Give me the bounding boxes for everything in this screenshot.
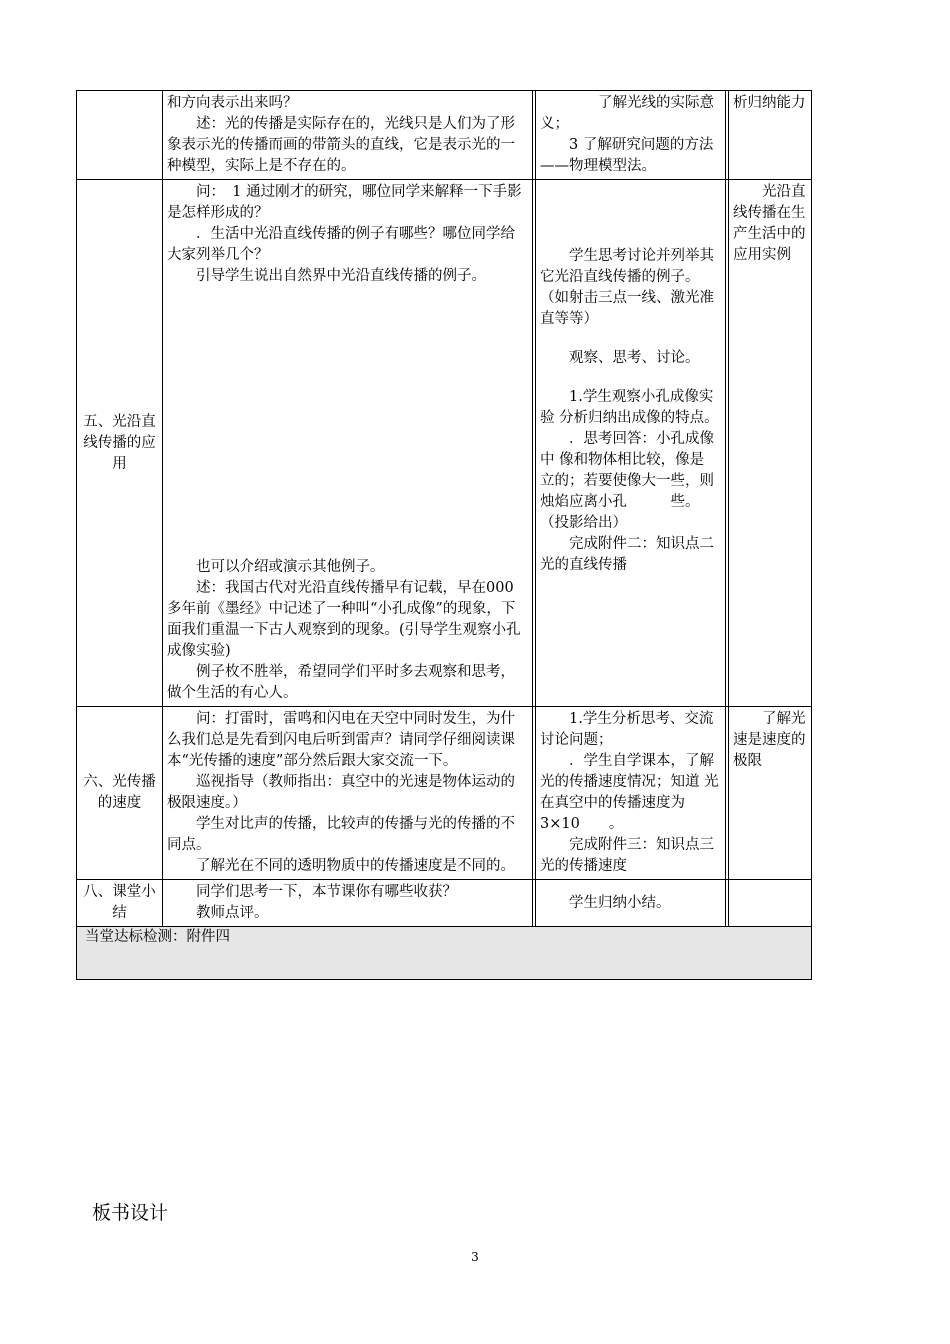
text-line: 光沿直线传播在生产生活中的应用实例: [733, 184, 806, 263]
stage-label: 六、光传播的速度: [83, 774, 156, 811]
text-line: 了解光线的实际意义；: [540, 95, 714, 132]
page-number: 3: [471, 1250, 479, 1264]
stage-cell: [77, 880, 163, 927]
text-line: 学生归纳小结。: [569, 894, 671, 911]
student-activity-cell: [536, 91, 726, 180]
intent-cell: [729, 180, 812, 707]
target-check-label: 当堂达标检测：附件四: [85, 929, 230, 945]
text-line: 同学们思考一下，本节课你有哪些收获？: [196, 884, 457, 900]
teacher-activity-cell: [163, 91, 533, 180]
teacher-activity-cell: [163, 880, 533, 927]
stage-cell: [77, 91, 163, 180]
target-check-cell: [77, 927, 812, 980]
text-line: 和方向表示出来吗？: [167, 95, 298, 111]
text-line: 完成附件三：知识点三光的传播速度: [540, 837, 714, 874]
text-line: 引导学生说出自然界中光沿直线传播的例子。: [196, 268, 486, 284]
text-line: 析归纳能力: [733, 95, 806, 111]
text-line: 例子枚不胜举，希望同学们平时多去观察和思考，做个生活的有心人。: [167, 664, 515, 701]
stage-label: 八、课堂小结: [83, 884, 156, 921]
text-line: 也可以介绍或演示其他例子。: [196, 559, 385, 575]
lesson-plan-sheet: [76, 90, 811, 980]
stage-cell: [77, 180, 163, 707]
text-line: 学生对比声的传播，比较声的传播与光的传播的不同点。: [167, 816, 515, 853]
teacher-activity-cell: [163, 180, 533, 707]
text-line: 1.学生观察小孔成像实验 分析归纳出成像的特点。: [540, 389, 719, 426]
student-activity-cell: [536, 707, 726, 880]
text-line: 了解光在不同的透明物质中的传播速度是不同的。: [196, 858, 515, 874]
text-line: 完成附件二：知识点二光的直线传播: [540, 536, 714, 573]
text-line: ．生活中光沿直线传播的例子有哪些？哪位同学给大家列举几个？: [167, 226, 515, 263]
text-line: 教师点评。: [196, 905, 269, 921]
intent-cell: [729, 91, 812, 180]
text-line: 问： 1 通过刚才的研究，哪位同学来解释一下手影是怎样形成的？: [167, 184, 522, 221]
text-line: 巡视指导（教师指出：真空中的光速是物体运动的极限速度。）: [167, 774, 515, 811]
text-line: 述：我国古代对光沿直线传播早有记载，早在000多年前《墨经》中记述了一种叫“小孔成像”的现象，下面我们重温一下古人观察到的现象。(引导学生观察小孔成像实验): [167, 580, 521, 659]
stage-cell: [77, 707, 163, 880]
teacher-activity-cell: [163, 707, 533, 880]
stage-label: 五、光沿直线传播的应用: [83, 413, 156, 472]
text-line: 观察、思考、讨论。: [569, 350, 700, 366]
student-activity-cell: [536, 180, 748, 707]
board-design-heading: 板书设计: [92, 1202, 169, 1224]
intent-cell: [729, 707, 812, 880]
table-row: [77, 91, 812, 180]
student-activity-cell: [536, 880, 726, 927]
table-row: [77, 180, 812, 707]
text-line: 述：光的传播是实际存在的，光线只是人们为了形象表示光的传播而画的带箭头的直线，它是表示光的一种模型，实际上是不存在的。: [167, 116, 515, 174]
text-line: ．思考回答：小孔成像中 像和物体相比较，像是 立的；若要使像大一些，则烛焰应离小孔 些。（投影给出）: [540, 431, 748, 531]
lesson-plan-table: [76, 90, 812, 980]
text-line: 问：打雷时，雷鸣和闪电在天空中同时发生，为什么我们总是先看到闪电后听到雷声？请同学仔细阅读课本“光传播的速度”部分然后跟大家交流一下。: [167, 711, 515, 769]
text-line: 1.学生分析思考、交流讨论问题；: [540, 711, 714, 748]
text-line: 学生思考讨论并列举其它光沿直线传播的例子。（如射击三点一线、激光准直等等）: [540, 248, 714, 327]
table-row: [77, 880, 812, 927]
intent-cell: [729, 880, 812, 927]
table-row: [77, 707, 812, 880]
text-line: 了解光速是速度的极限: [733, 711, 806, 769]
text-line: 3 了解研究问题的方法——物理模型法。: [540, 137, 714, 174]
text-line: ．学生自学课本，了解光的传播速度情况；知道 光在真空中的传播速度为 3×10 。: [540, 753, 719, 832]
table-row: [77, 927, 812, 980]
